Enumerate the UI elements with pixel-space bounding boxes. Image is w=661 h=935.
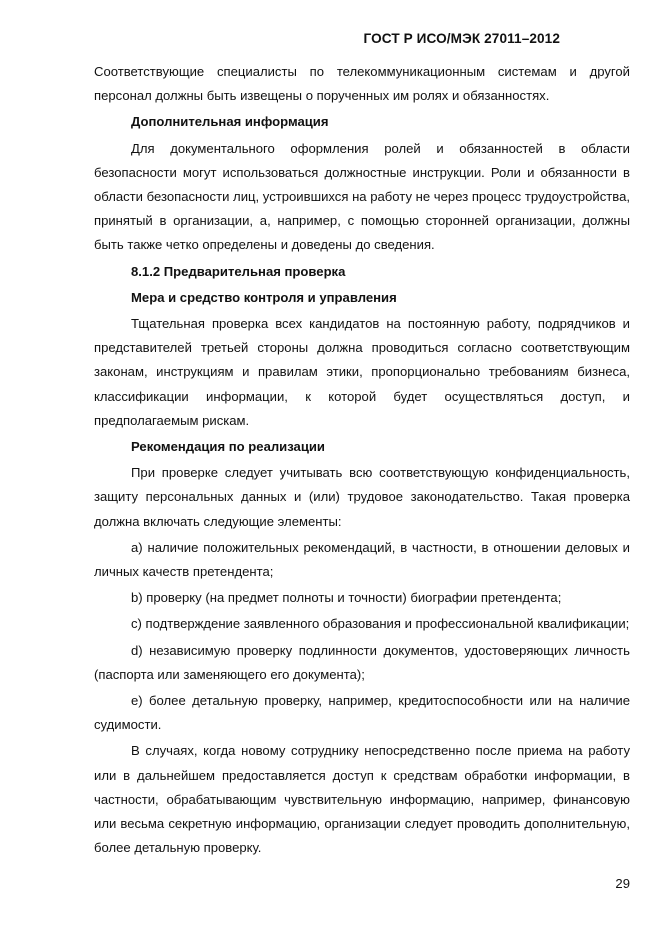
section-heading: Дополнительная информация [131,114,329,130]
list-item: e) более детальную проверку, например, кредитоспособности или на наличие судимости. [94,693,630,733]
section-heading: Рекомендация по реализации [131,439,325,455]
page-number: 29 [615,876,630,891]
section-heading: Мера и средство контроля и управления [131,289,397,305]
list-item: a) наличие положительных рекомендаций, в частности, в отношении деловых и личных качеств претендента; [94,539,630,580]
paragraph: Соответствующие специалисты по телекоммуникационным системам и другой персонал должны быть извещены о порученных им ролях и обязанностях. [94,64,630,104]
list-item: d) независимую проверку подлинности документов, удостоверяющих личность (паспорта или заменяющего его документа); [94,642,630,682]
list-item: c) подтверждение заявленного образования и профессиональной квалификации; [131,616,630,632]
document-header-standard: ГОСТ Р ИСО/МЭК 27011–2012 [363,31,560,46]
paragraph: Для документального оформления ролей и обязанностей в области безопасности могут использоваться должностные инструкции. Роли и обязанности в области безопасности лиц, устроившихся на работу не через процесс трудоустройства, принятый в организации, а, например, с помощью сторонней организации, должны быть также четко определены и доведены до сведения. [94,140,630,253]
list-item: b) проверку (на предмет полноты и точности) биографии претендента; [131,590,562,606]
paragraph: В случаях, когда новому сотруднику непосредственно после приема на работу или в дальнейшем предоставляется доступ к средствам обработки информации, в частности, обрабатывающим чувствительную информацию, например, финансовую или весьма секретную информацию, организации следует проводить дополнительную, более детальную проверку. [94,743,630,856]
section-heading: 8.1.2 Предварительная проверка [131,263,346,279]
paragraph: При проверке следует учитывать всю соответствующую конфиденциальность, защиту персональных данных и (или) трудовое законодательство. Такая проверка должна включать следующие элементы: [94,465,630,529]
paragraph: Тщательная проверка всех кандидатов на постоянную работу, подрядчиков и представителей третьей стороны должна проводиться согласно соответствующим законам, инструкциям и правилам этики, пропорционально требованиям бизнеса, классификации информации, к которой будет осуществляться доступ, и предполагаемым рискам. [94,316,630,428]
document-body [94,60,630,861]
